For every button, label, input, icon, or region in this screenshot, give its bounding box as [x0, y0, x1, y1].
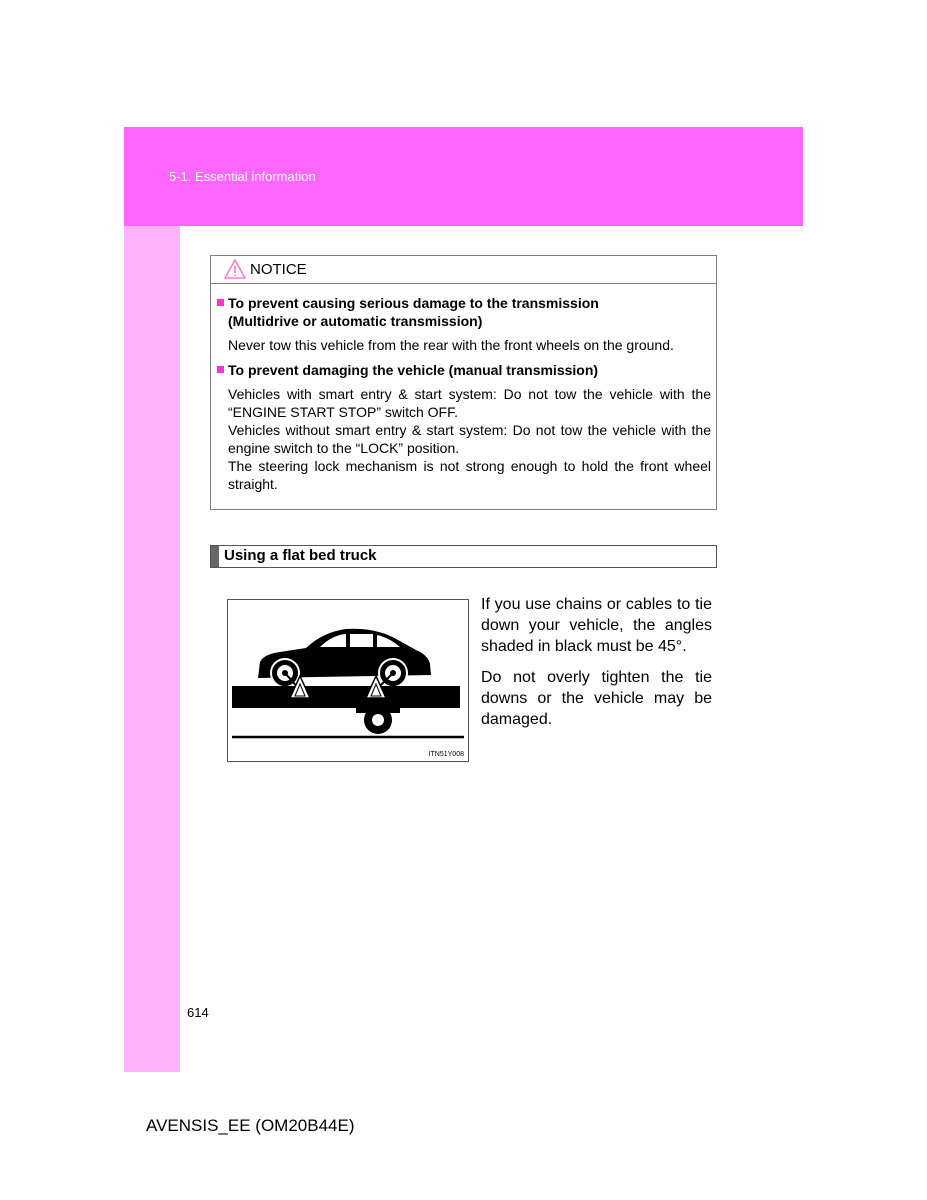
bullet-square — [217, 366, 224, 373]
figure-code: ITN51Y008 — [428, 751, 464, 758]
item2-text-1: Vehicles with smart entry & start system: Do not tow the vehicle with the “ENGINE START STOP” switch OFF. — [228, 386, 711, 420]
flat-bed-truck-illustration — [228, 600, 468, 761]
flat-bed-truck-figure — [227, 599, 469, 762]
section-label: 5-1. Essential information — [169, 169, 316, 184]
item1-text: Never tow this vehicle from the rear with the front wheels on the ground. — [228, 337, 674, 353]
section-title: Using a flat bed truck — [224, 547, 377, 564]
notice-title: NOTICE — [250, 261, 307, 278]
item2-text-2: Vehicles without smart entry & start system: Do not tow the vehicle with the engine switch to the “LOCK” position. — [228, 422, 711, 456]
item2-text-3: The steering lock mechanism is not strong enough to hold the front wheel straight. — [228, 458, 711, 492]
figure-text-2: Do not overly tighten the tie downs or the vehicle may be damaged. — [481, 669, 712, 728]
item1-heading-line1: To prevent causing serious damage to the transmission — [228, 295, 599, 311]
notice-header — [211, 256, 716, 284]
item2-heading: To prevent damaging the vehicle (manual transmission) — [228, 362, 599, 378]
footer-model: AVENSIS_EE (OM20B44E) — [146, 1116, 355, 1135]
side-strip — [124, 226, 180, 1072]
page-number: 614 — [187, 1005, 209, 1020]
item1-heading-line2: (Multidrive or automatic transmission) — [228, 313, 483, 329]
notice-box — [210, 255, 717, 510]
section-heading-bar — [210, 545, 717, 568]
warning-triangle-icon — [224, 259, 246, 279]
figure-text-1: If you use chains or cables to tie down your vehicle, the angles shaded in black must be 45°. — [481, 596, 712, 655]
section-marker — [211, 546, 219, 567]
bullet-square — [217, 299, 224, 306]
